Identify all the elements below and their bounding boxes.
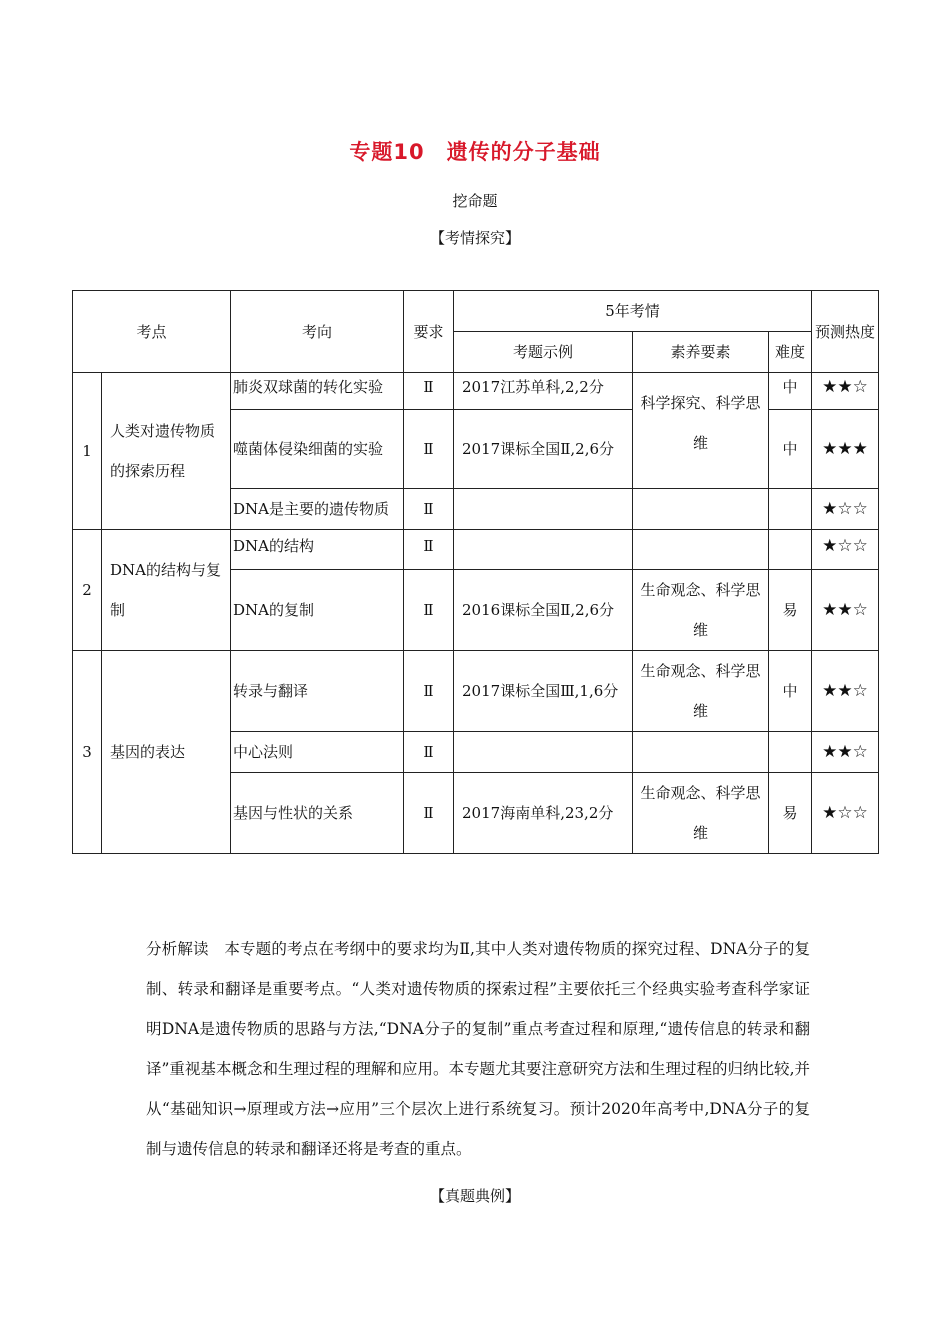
topic-number: 2 xyxy=(73,530,102,651)
section-heading-exam-analysis: 【考情探究】 xyxy=(429,229,520,247)
direction-cell: DNA是主要的遗传物质 xyxy=(231,489,404,530)
direction-cell: DNA的复制 xyxy=(231,570,404,651)
difficulty-cell: 中 xyxy=(769,373,812,410)
header-five-year: 5年考情 xyxy=(454,291,812,332)
header-yaoqiu: 要求 xyxy=(404,291,454,373)
direction-cell: 噬菌体侵染细菌的实验 xyxy=(231,410,404,489)
heat-stars: ★★☆ xyxy=(812,651,879,732)
literacy-cell xyxy=(633,489,769,530)
example-cell xyxy=(454,530,633,570)
heat-stars: ★★☆ xyxy=(812,570,879,651)
heat-stars: ★★★ xyxy=(812,410,879,489)
subtitle: 挖命题 xyxy=(452,192,498,210)
difficulty-cell: 易 xyxy=(769,773,812,854)
exam-analysis-table xyxy=(72,290,879,854)
heat-stars: ★☆☆ xyxy=(812,530,879,570)
header-nandu: 难度 xyxy=(769,332,812,373)
direction-cell: 中心法则 xyxy=(231,732,404,773)
heat-stars: ★☆☆ xyxy=(812,773,879,854)
header-kaodian: 考点 xyxy=(73,291,231,373)
example-cell xyxy=(454,489,633,530)
example-cell xyxy=(454,732,633,773)
literacy-cell xyxy=(633,732,769,773)
requirement-cell: Ⅱ xyxy=(404,530,454,570)
header-suyang: 素养要素 xyxy=(633,332,769,373)
difficulty-cell xyxy=(769,732,812,773)
page-title: 专题10 遗传的分子基础 xyxy=(349,140,601,164)
heat-stars: ★★☆ xyxy=(812,373,879,410)
difficulty-cell xyxy=(769,489,812,530)
topic-number: 1 xyxy=(73,373,102,530)
topic-number: 3 xyxy=(73,651,102,854)
difficulty-cell xyxy=(769,530,812,570)
header-kaoxiang: 考向 xyxy=(231,291,404,373)
direction-cell: DNA的结构 xyxy=(231,530,404,570)
literacy-cell: 生命观念、科学思维 xyxy=(633,773,769,854)
example-cell: 2017海南单科,23,2分 xyxy=(454,773,633,854)
difficulty-cell: 中 xyxy=(769,410,812,489)
section-heading-real-examples: 【真题典例】 xyxy=(429,1187,520,1205)
topic-name: 基因的表达 xyxy=(102,651,231,854)
direction-cell: 肺炎双球菌的转化实验 xyxy=(231,373,404,410)
topic-name: DNA的结构与复制 xyxy=(102,530,231,651)
requirement-cell: Ⅱ xyxy=(404,732,454,773)
header-example: 考题示例 xyxy=(454,332,633,373)
literacy-cell: 科学探究、科学思维 xyxy=(633,373,769,489)
requirement-cell: Ⅱ xyxy=(404,410,454,489)
literacy-cell xyxy=(633,530,769,570)
heat-stars: ★★☆ xyxy=(812,732,879,773)
example-cell: 2017课标全国Ⅱ,2,6分 xyxy=(454,410,633,489)
example-cell: 2017江苏单科,2,2分 xyxy=(454,373,633,410)
requirement-cell: Ⅱ xyxy=(404,651,454,732)
heat-stars: ★☆☆ xyxy=(812,489,879,530)
direction-cell: 基因与性状的关系 xyxy=(231,773,404,854)
difficulty-cell: 易 xyxy=(769,570,812,651)
header-yuce: 预测热度 xyxy=(812,291,879,373)
difficulty-cell: 中 xyxy=(769,651,812,732)
requirement-cell: Ⅱ xyxy=(404,373,454,410)
topic-name: 人类对遗传物质的探索历程 xyxy=(102,373,231,530)
requirement-cell: Ⅱ xyxy=(404,489,454,530)
direction-cell: 转录与翻译 xyxy=(231,651,404,732)
literacy-cell: 生命观念、科学思维 xyxy=(633,570,769,651)
example-cell: 2017课标全国Ⅲ,1,6分 xyxy=(454,651,633,732)
example-cell: 2016课标全国Ⅱ,2,6分 xyxy=(454,570,633,651)
literacy-cell: 生命观念、科学思维 xyxy=(633,651,769,732)
requirement-cell: Ⅱ xyxy=(404,570,454,651)
requirement-cell: Ⅱ xyxy=(404,773,454,854)
analysis-paragraph: 分析解读 本专题的考点在考纲中的要求均为Ⅱ,其中人类对遗传物质的探究过程、DNA分子的复制、转录和翻译是重要考点。“人类对遗传物质的探索过程”主要依托三个经典实验考查科学家证明DNA是遗传物质的思路与方法,“DNA分子的复制”重点考查过程和原理,“遗传信息的转录和翻译”重视基本概念和生理过程的理解和应用。本专题尤其要注意研究方法和生理过程的归纳比较,并从“基础知识→原理或方法→应用”三个层次上进行系统复习。预计2020年高考中,DNA分子的复制与遗传信息的转录和翻译还将是考查的重点。 xyxy=(146,940,810,1158)
